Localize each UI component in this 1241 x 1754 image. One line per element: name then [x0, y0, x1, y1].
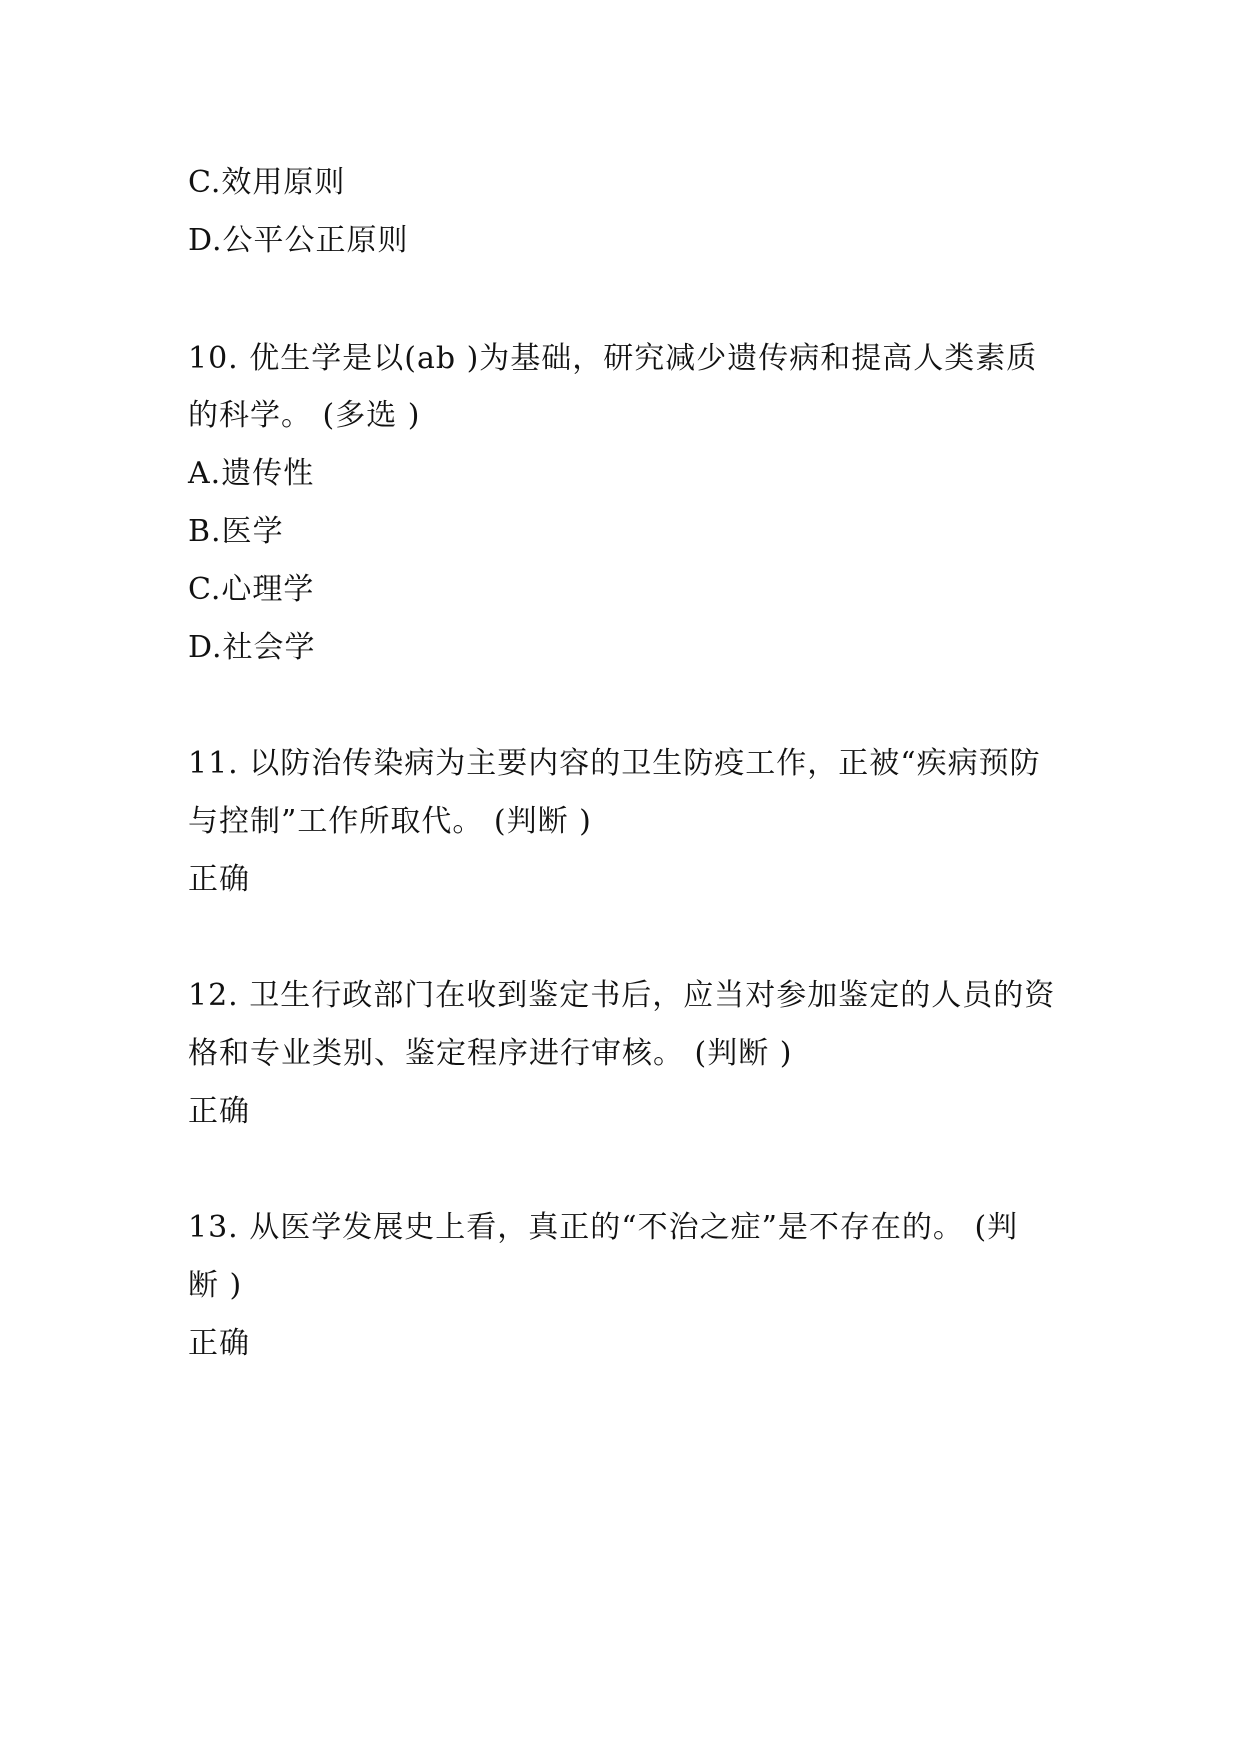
q12-answer: 正确	[188, 1094, 250, 1129]
q10-option-b: B.医学	[188, 514, 284, 549]
option-c-prev: C.效用原则	[188, 165, 346, 200]
question-10-line-2: 的科学。 (多选 )	[188, 398, 421, 433]
question-12-line-2: 格和专业类别、鉴定程序进行审核。 (判断 )	[188, 1036, 793, 1071]
question-10-line-1: 10. 优生学是以(ab )为基础，研究减少遗传病和提高人类素质	[188, 341, 1038, 376]
option-d-prev: D.公平公正原则	[188, 223, 409, 258]
question-11-line-1: 11. 以防治传染病为主要内容的卫生防疫工作，正被“疾病预防	[188, 746, 1041, 781]
question-11-line-2: 与控制”工作所取代。 (判断 )	[188, 804, 592, 839]
question-13-line-2: 断 )	[188, 1268, 243, 1303]
q13-answer: 正确	[188, 1326, 250, 1361]
q10-option-c: C.心理学	[188, 572, 315, 607]
question-12-line-1: 12. 卫生行政部门在收到鉴定书后，应当对参加鉴定的人员的资	[188, 978, 1056, 1013]
q10-option-a: A.遗传性	[188, 456, 315, 491]
q11-answer: 正确	[188, 862, 250, 897]
q10-option-d: D.社会学	[188, 630, 316, 665]
question-13-line-1: 13. 从医学发展史上看，真正的“不治之症”是不存在的。 (判	[188, 1210, 1019, 1245]
